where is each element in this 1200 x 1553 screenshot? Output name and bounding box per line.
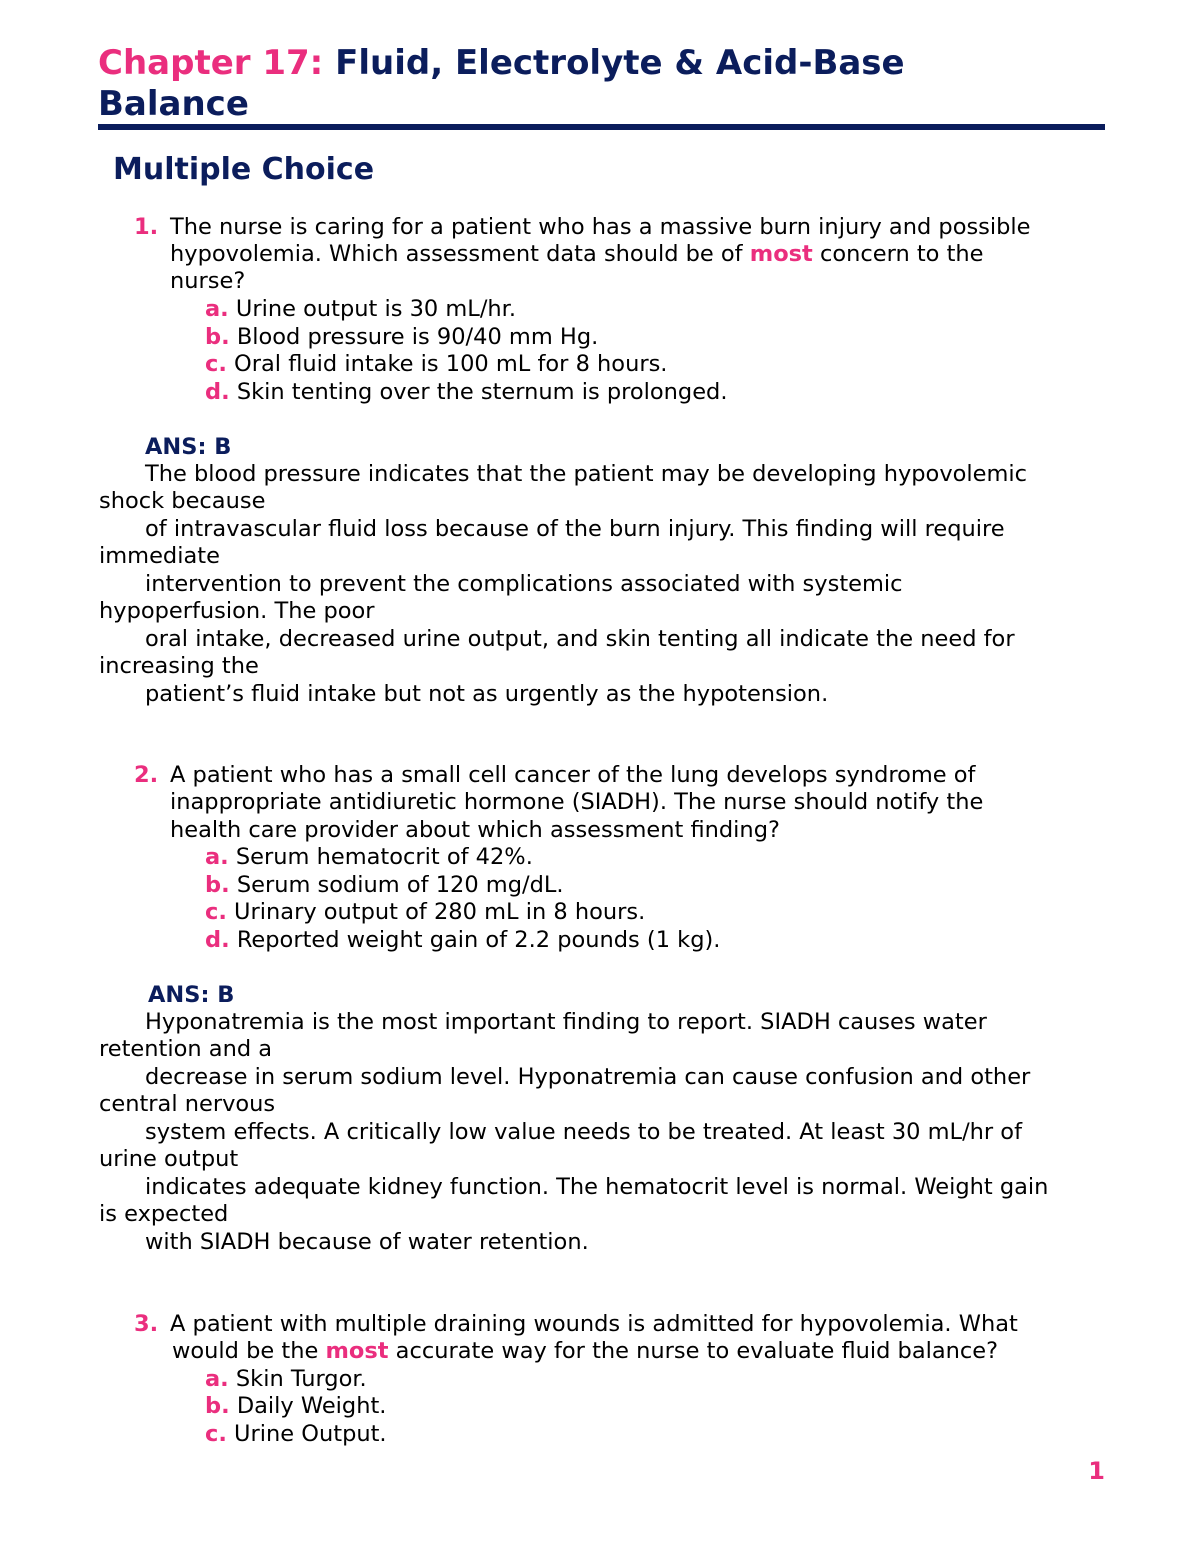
rationale-line: decrease in serum sodium level. Hyponatremia can cause confusion and other [145,1064,1031,1090]
stem-text: concern to the [812,241,984,267]
emphasis-most: most [749,241,813,267]
option-letter: d. [205,379,230,405]
question-stem-line: A patient who has a small cell cancer of the lung develops syndrome of [170,762,976,788]
option-text: Urinary output of 280 mL in 8 hours. [234,899,646,925]
option [205,324,598,351]
rationale-line: with SIADH because of water retention. [145,1229,589,1255]
option-letter: b. [205,324,230,350]
option-text: Serum hematocrit of 42%. [235,844,533,870]
option-letter: a. [205,296,229,322]
rationale-line: shock because [99,488,266,514]
rationale-line: indicates adequate kidney function. The hematocrit level is normal. Weight gain [145,1174,1049,1200]
option [205,1393,386,1420]
stem-text: accurate way for the nurse to evaluate fluid balance? [388,1338,999,1364]
rationale-line: hypoperfusion. The poor [99,598,375,624]
option-letter: c. [205,351,227,377]
rationale-line: Hyponatremia is the most important finding to report. SIADH causes water [145,1009,987,1035]
rationale-line: patient’s fluid intake but not as urgently as the hypotension. [145,681,829,707]
question-2 [134,762,158,789]
question-stem-line: A patient with multiple draining wounds is admitted for hypovolemia. What [170,1311,1018,1337]
question-number: 3. [134,1311,159,1337]
question-stem-line [170,241,984,268]
option [205,899,645,926]
option-text: Oral fluid intake is 100 mL for 8 hours. [234,351,668,377]
option-letter: d. [205,927,230,953]
emphasis-most: most [325,1338,389,1364]
question-number: 2. [134,762,159,788]
page-number: 1 [1088,1457,1105,1485]
answer-label: ANS: B [145,434,232,460]
chapter-title-line-1 [98,43,905,83]
rationale-line: is expected [99,1201,229,1227]
option [205,1421,387,1448]
option-letter: b. [205,1393,230,1419]
stem-text: hypovolemia. Which assessment data should be of [170,241,750,267]
option-letter: c. [205,1421,227,1447]
rationale-line: system effects. A critically low value needs to be treated. At least 30 mL/hr of [145,1119,1022,1145]
option-letter: b. [205,872,230,898]
stem-text: would be the [172,1338,326,1364]
option-text: Urine Output. [234,1421,387,1447]
option-text: Skin tenting over the sternum is prolonged. [236,379,728,405]
rationale-line: central nervous [99,1091,276,1117]
stem-text: The nurse is caring for a patient who has a massive burn injury and possible [170,214,1031,240]
rationale-line: increasing the [99,653,259,679]
option [205,844,533,871]
option-text: Reported weight gain of 2.2 pounds (1 kg). [236,927,721,953]
rationale-line: The blood pressure indicates that the patient may be developing hypovolemic [145,461,1028,487]
rationale-line: immediate [99,543,220,569]
option [205,351,667,378]
question-number: 1. [134,214,159,240]
option-letter: c. [205,899,227,925]
option-text: Blood pressure is 90/40 mm Hg. [236,324,599,350]
answer-label: ANS: B [148,982,235,1008]
question-1 [134,214,158,241]
option-text: Daily Weight. [236,1393,387,1419]
chapter-title-line-2 [98,84,249,124]
section-title: Multiple Choice [113,152,375,187]
option [205,927,720,954]
chapter-title-part1: Fluid, Electrolyte & Acid-Base [335,43,905,83]
question-stem-line [170,214,1031,241]
question-stem-line: inappropriate antidiuretic hormone (SIADH). The nurse should notify the [170,789,984,815]
option-text: Urine output is 30 mL/hr. [235,296,517,322]
chapter-title-part2: Balance [98,84,249,124]
option-letter: a. [205,1366,229,1392]
question-stem-line [170,268,245,295]
rationale-line: of intravascular fluid loss because of the burn injury. This finding will require [145,516,1005,542]
stem-text: nurse? [170,268,246,294]
option-text: Serum sodium of 120 mg/dL. [236,872,564,898]
option [205,872,564,899]
question-3 [134,1311,158,1338]
rationale-line: retention and a [99,1036,273,1062]
option [205,379,727,406]
rationale-line: oral intake, decreased urine output, and skin tenting all indicate the need for [145,626,1015,652]
option [205,1366,367,1393]
rationale-line: urine output [99,1146,239,1172]
rationale-line: intervention to prevent the complications associated with systemic [145,571,903,597]
option-letter: a. [205,844,229,870]
question-stem-line [172,1338,998,1365]
option-text: Skin Turgor. [235,1366,367,1392]
question-stem-line: health care provider about which assessment finding? [170,817,780,843]
header-rule [98,124,1105,130]
chapter-label: Chapter 17: [98,43,324,83]
option [205,296,516,323]
